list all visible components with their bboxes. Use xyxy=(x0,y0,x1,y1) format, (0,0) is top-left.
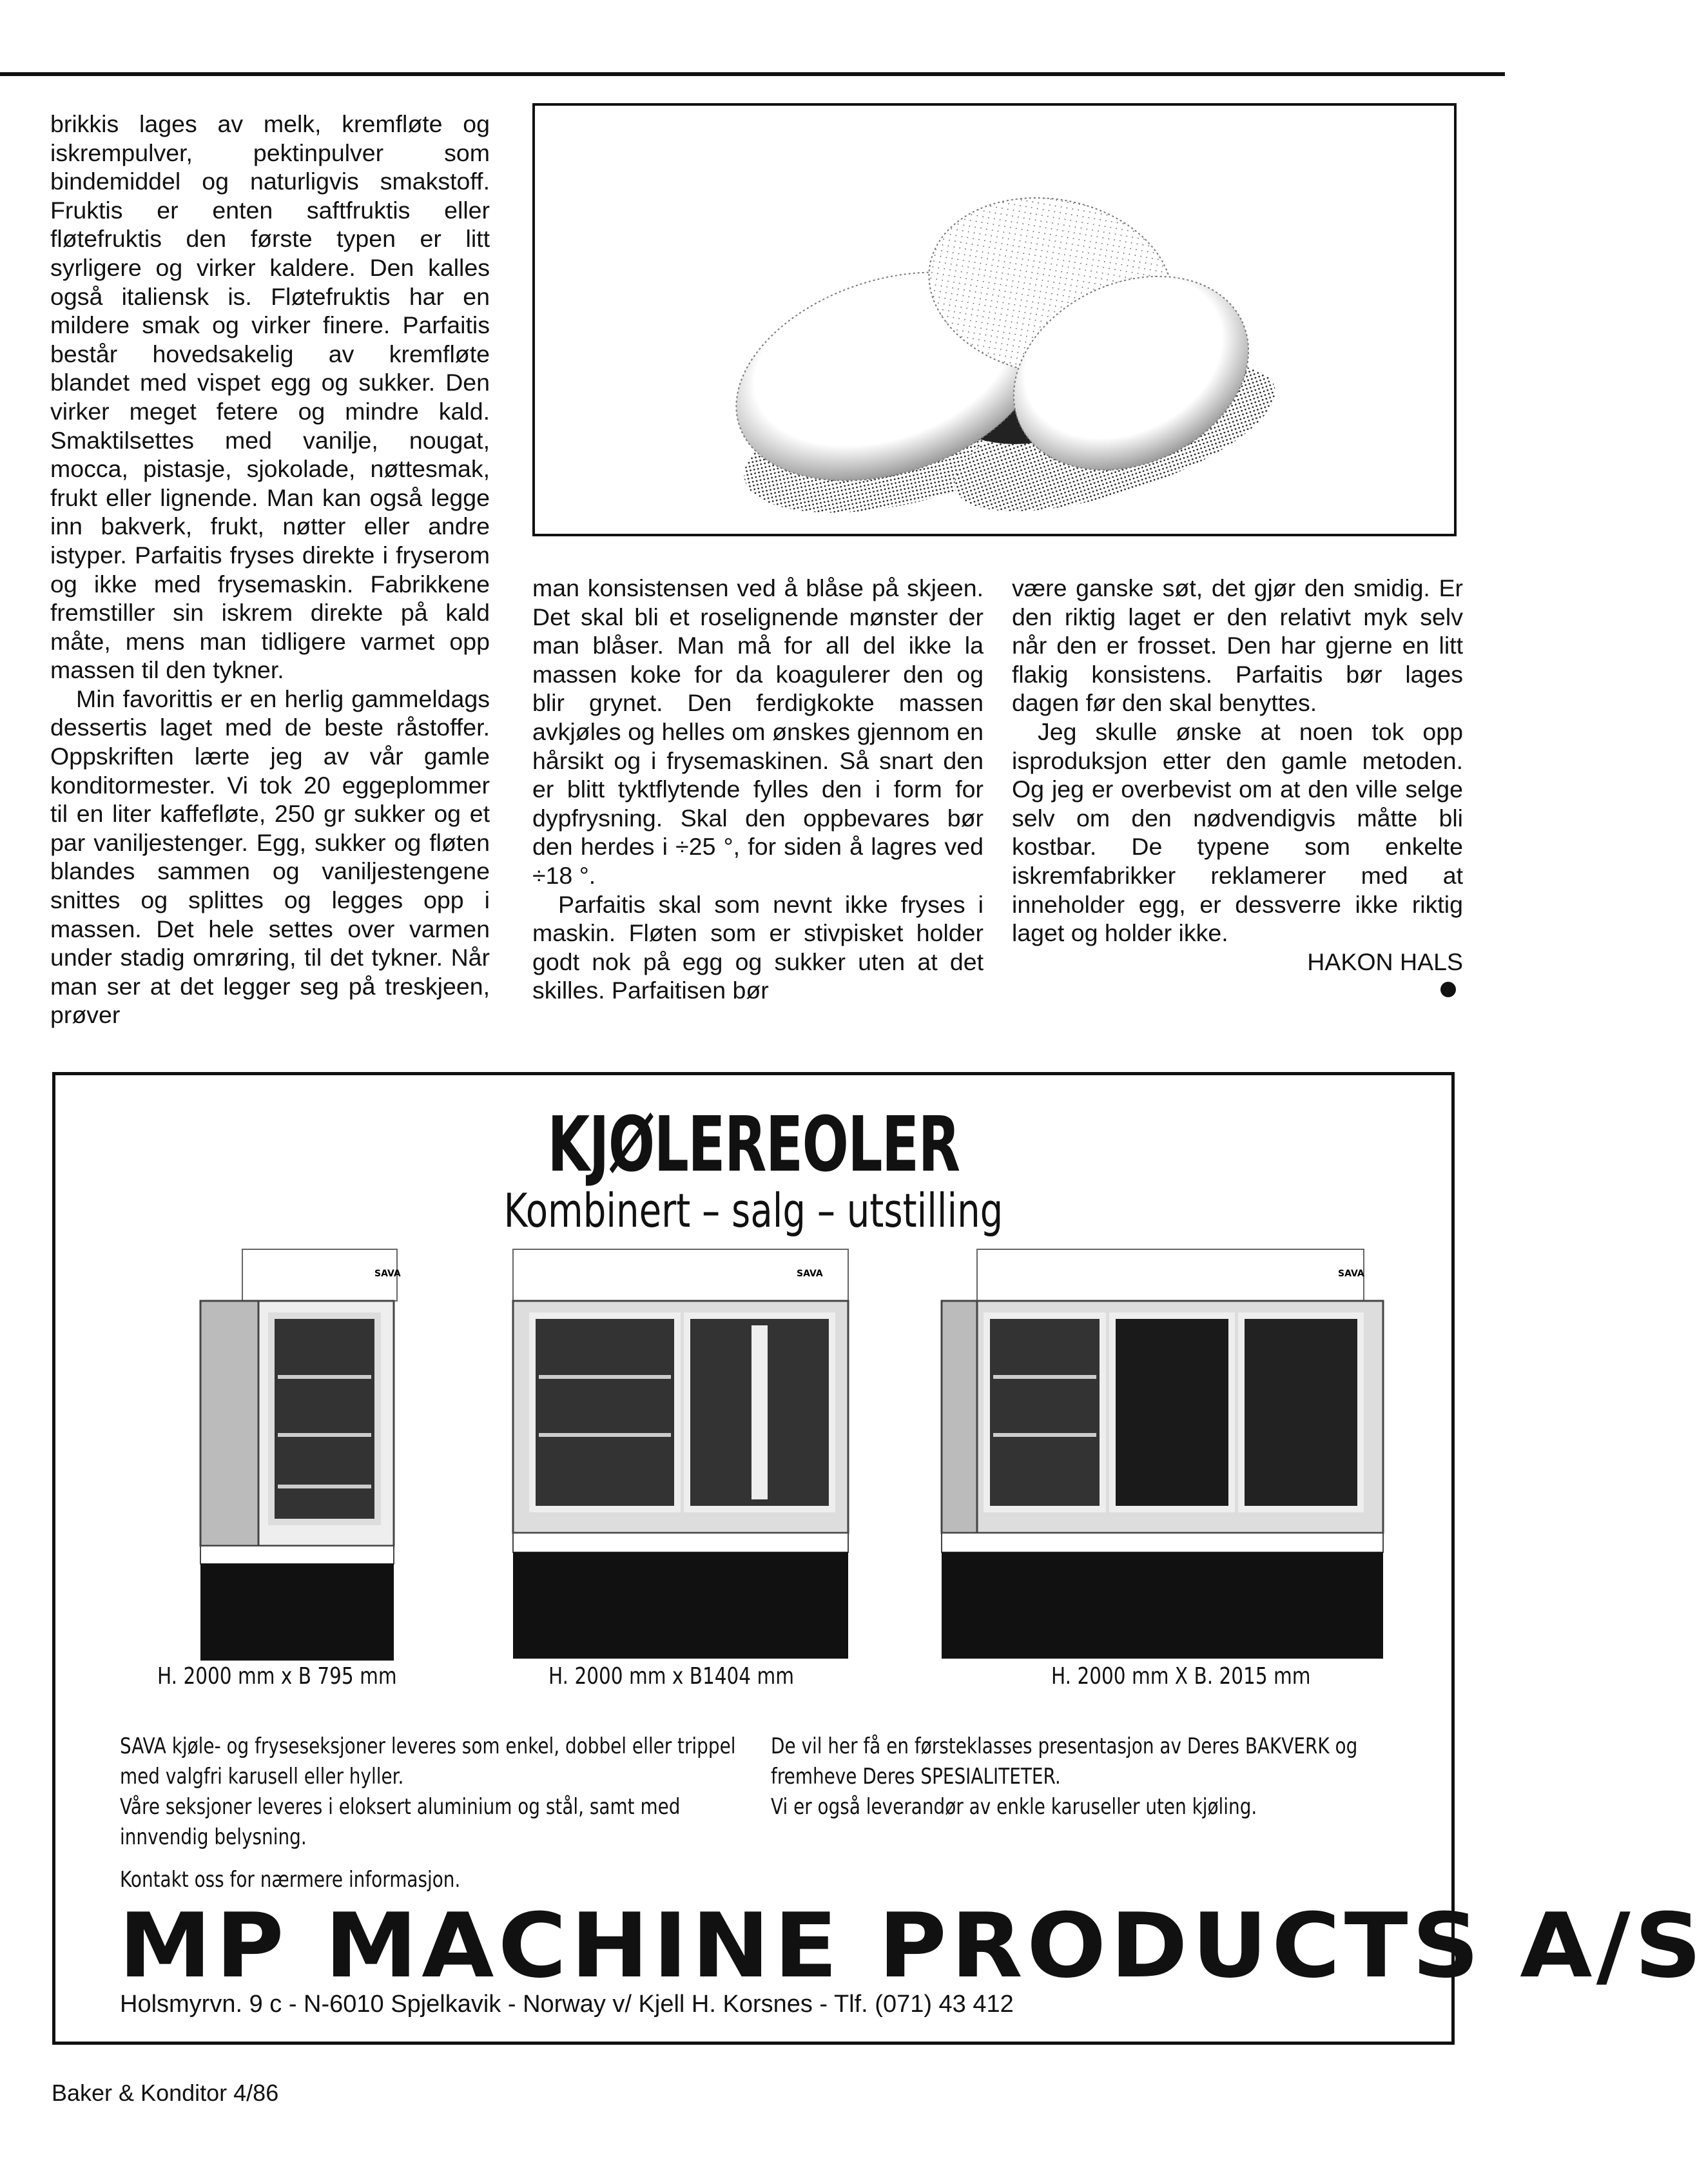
page-footer: Baker & Konditor 4/86 xyxy=(52,2080,279,2106)
top-rule xyxy=(0,72,1505,76)
ad-text-right xyxy=(771,1731,1392,1822)
paragraph: brikkis lages av melk, kremfløte og iskrempulver, pektinpulver som bindemiddel og naturligvis smakstoff. Fruktis er enten saftfruktis eller fløtefruktis den første typen er litt syrligere og virker kaldere. Den kalles også italiensk is. Fløtefruktis har en mildere smak og virker finere. Parfaitis består hovedsakelig av kremfløte blandet med vispet egg og sukker. Den virker meget fetere og mindre kald. Smaktilsettes med vanilje, nougat, mocca, pistasje, sjokolade, nøttesmak, frukt eller lignende. Man kan også legge inn bakverk, frukt, nøtter eller andre istyper. Parfaitis fryses direkte i fryserom og ikke med frysemaskin. Fabrikkene fremstiller sin iskrem direkte på kald måte, mens man tidligere varmet opp massen til den tykner. xyxy=(50,110,490,684)
paragraph: Jeg skulle ønske at noen tok opp isproduksjon etter den gamle metoden. Og jeg er overbevist om at den ville selge selv om den nødvendigvis måtte bli kostbar. De typene som enkelte iskremfabrikker reklamerer med at inneholder egg, er dessverre ikke riktig laget og holder ikke. xyxy=(1012,717,1463,947)
ad-text-left xyxy=(120,1731,741,1853)
cabinet-double-image xyxy=(507,1248,868,1667)
eggs-illustration xyxy=(532,103,1457,536)
ad-paragraph: SAVA kjøle- og fryseseksjoner leveres som enkel, dobbel eller trippel med valgfri karusell eller hyller. xyxy=(120,1733,736,1789)
article-column-2 xyxy=(532,574,984,1005)
ad-paragraph: Vi er også leverandør av enkle karuseller uten kjøling. xyxy=(771,1794,1257,1820)
article-column-3 xyxy=(1012,574,1463,976)
cabinet-caption: H. 2000 mm x B1404 mm xyxy=(548,1663,794,1690)
cabinet-single-image xyxy=(181,1248,452,1667)
ad-contact-line: Kontakt oss for nærmere informasjon. xyxy=(120,1867,461,1893)
svg-text:SAVA: SAVA xyxy=(374,1269,401,1279)
svg-text:SAVA: SAVA xyxy=(1338,1269,1364,1279)
svg-text:SAVA: SAVA xyxy=(797,1269,823,1279)
article-column-1 xyxy=(50,110,490,1029)
paragraph: Min favorittis er en herlig gammeldags dessertis laget med de beste råstoffer. Oppskriften lærte jeg av vår gamle konditormester. Vi tok 20 eggeplommer til en liter kaffefløte, 250 gr sukker og et par vaniljestenger. Egg, sukker og fløten blandes sammen og vaniljestengene snittes og splittes og legges opp i massen. Det hele settes over varmen under stadig omrøring, til det tykner. Når man ser at det legger seg på treskjeen, prøver xyxy=(50,685,490,1029)
ad-subtitle: Kombinert – salg – utstilling xyxy=(503,1184,1003,1238)
company-address: Holsmyrvn. 9 c - N-6010 Spjelkavik - Norway v/ Kjell H. Korsnes - Tlf. (071) 43 412 xyxy=(120,1991,1014,2018)
paragraph: man konsistensen ved å blåse på skjeen. Det skal bli et roselignende mønster der man blåser. Man må for all del ikke la massen koke for da koagulerer den og blir grynet. Den ferdigkokte massen avkjøles og helles om ønskes gjennom en hårsikt og i frysemaskinen. Så snart den er blitt tyktflytende fylles den i form for dypfrysning. Skal den oppbevares bør den herdes i ÷25 °, for siden å lagres ved ÷18 °. xyxy=(532,574,984,889)
ad-title: KJØLEREOLER xyxy=(547,1100,960,1189)
cabinet-caption: H. 2000 mm X B. 2015 mm xyxy=(1051,1663,1311,1690)
cabinet-triple-image xyxy=(938,1248,1402,1667)
ad-paragraph: Våre seksjoner leveres i eloksert aluminium og stål, samt med innvendig belysning. xyxy=(120,1794,681,1850)
end-mark-bullet xyxy=(1440,982,1456,997)
paragraph: Parfaitis skal som nevnt ikke fryses i maskin. Fløten som er stivpisket holder godt nok på egg og sukker uten at det skilles. Parfaitisen bør xyxy=(532,890,984,1004)
author-signature: HAKON HALS xyxy=(1307,948,1463,975)
cabinet-caption: H. 2000 mm x B 795 mm xyxy=(157,1663,397,1690)
paragraph: være ganske søt, det gjør den smidig. Er den riktig laget er den relativt myk selv når den er frosset. Den har gjerne en litt flakig konsistens. Parfaitis bør lages dagen før den skal benyttes. xyxy=(1012,574,1463,717)
ad-paragraph: De vil her få en førsteklasses presentasjon av Deres BAKVERK og fremheve Deres SPESIALITETER. xyxy=(771,1733,1358,1789)
company-logo: MP MACHINE PRODUCTS A/S xyxy=(119,1894,1706,1998)
advertisement xyxy=(52,1072,1706,2045)
